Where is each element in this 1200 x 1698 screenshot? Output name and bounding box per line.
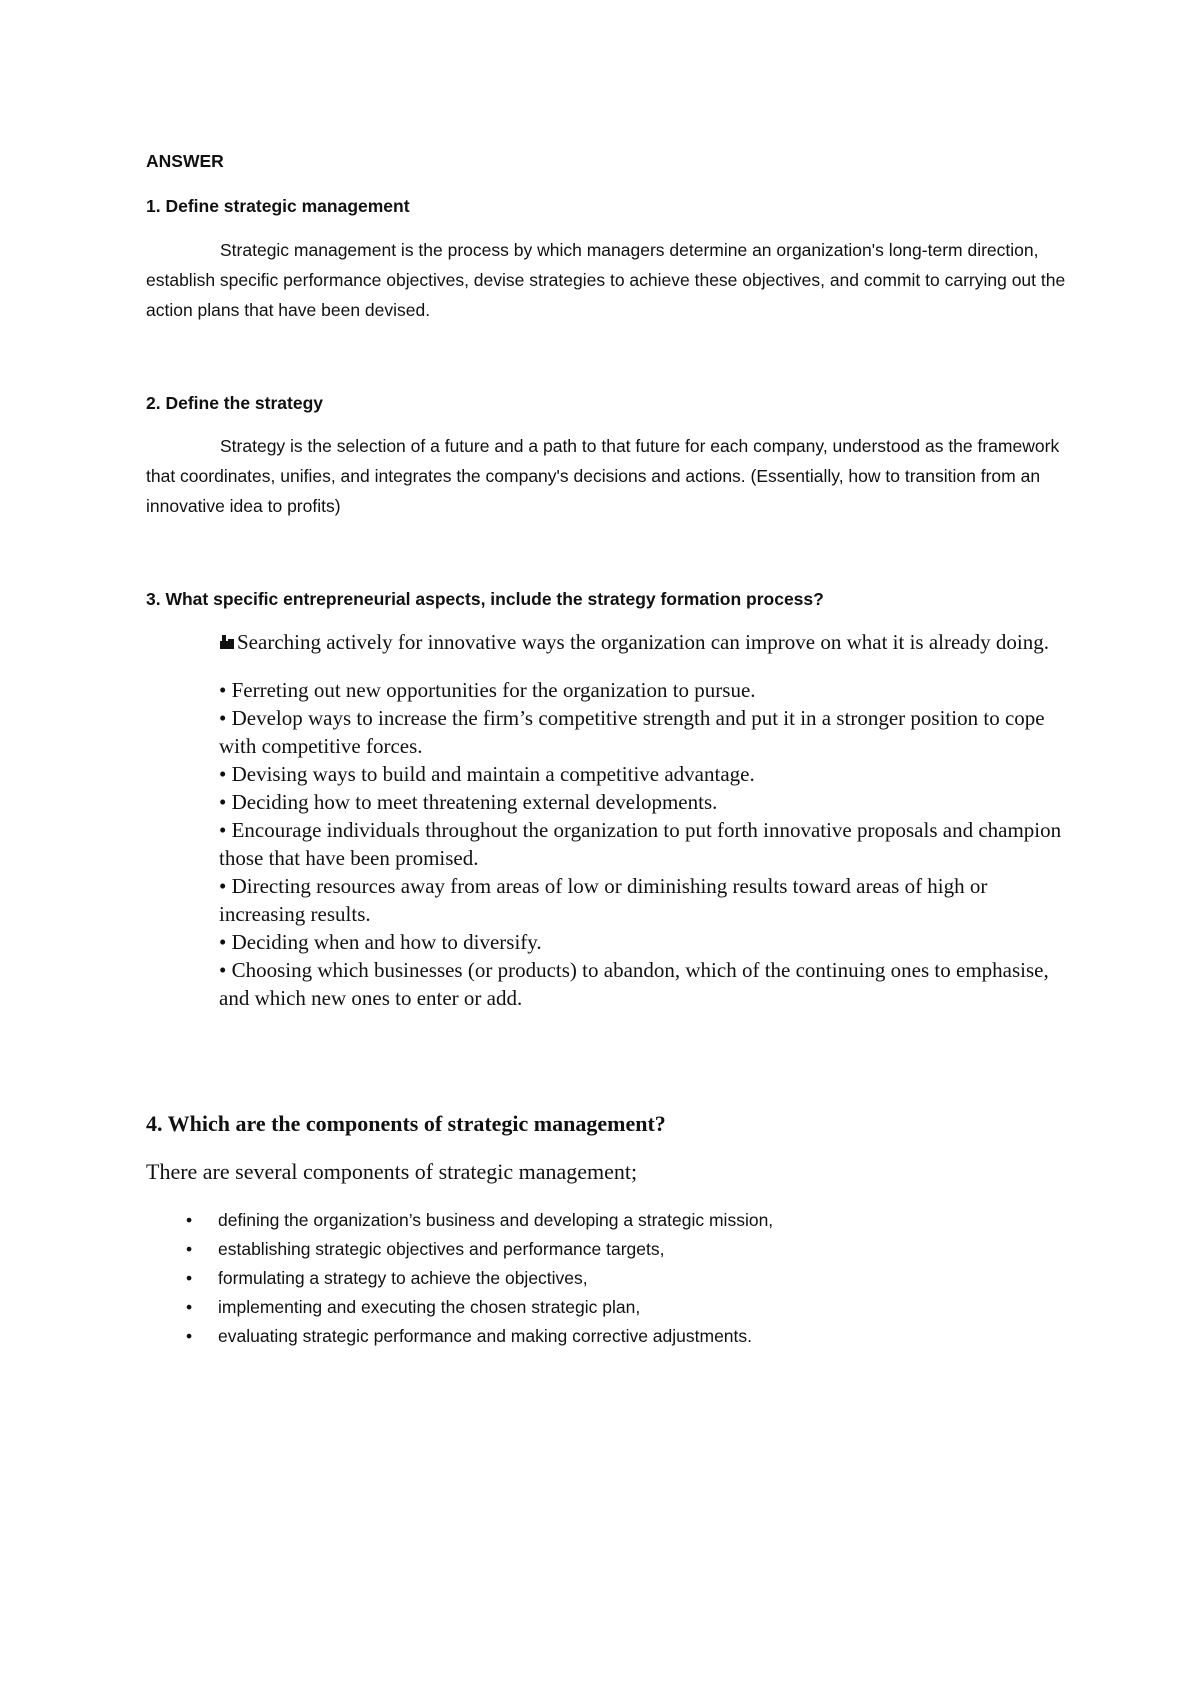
bullet-glyph: • [219,790,227,814]
list-item-text: Choosing which businesses (or products) to abandon, which of the continuing ones to emphasise, and which new ones to enter or add. [219,958,1049,1010]
question-2-answer [146,431,1066,521]
list-item-text: Encourage individuals throughout the organization to put forth innovative proposals and champion those that have been promised. [219,818,1062,870]
list-item-text: defining the organization’s business and developing a strategic mission, [218,1210,774,1230]
list-item [146,1322,1066,1351]
bullet-glyph: • [186,1268,193,1288]
list-item [219,956,1069,1012]
list-item [146,1264,1066,1293]
question-1-answer-text: Strategic management is the process by which managers determine an organization's long-term direction, establish specific performance objectives, devise strategies to achieve these objectives, and commit to carrying out the action plans that have been devised. [146,240,1066,320]
list-item [219,628,1069,658]
list-item-text: Devising ways to build and maintain a competitive advantage. [231,762,755,786]
bullet-glyph: • [186,1210,193,1230]
list-item [146,1206,1066,1235]
list-item-text: Searching actively for innovative ways the organization can improve on what it is already doing. [237,630,1049,654]
list-item [219,816,1069,872]
question-2-answer-text: Strategy is the selection of a future and a path to that future for each company, understood as the framework that coordinates, unifies, and integrates the company's decisions and actions. (Essentially, how to transition from an innovative idea to profits) [146,436,1060,516]
question-1-answer [146,235,1066,325]
list-item-text: Directing resources away from areas of low or diminishing results toward areas of high or increasing results. [219,874,988,926]
question-4-intro: There are several components of strategic management; [146,1159,638,1184]
question-4-title: 4. Which are the components of strategic management? [146,1111,666,1136]
list-item-text: Ferreting out new opportunities for the organization to pursue. [231,678,756,702]
bullet-glyph: • [186,1239,193,1259]
bullet-glyph: • [186,1326,193,1346]
bullet-glyph: • [186,1297,193,1317]
question-3-title: 3. What specific entrepreneurial aspects, include the strategy formation process? [146,589,824,609]
list-item [146,1293,1066,1322]
list-item-text: implementing and executing the chosen strategic plan, [218,1297,641,1317]
list-item [219,676,1069,704]
list-item [219,928,1069,956]
bullet-glyph: • [219,930,227,954]
bullet-glyph: • [219,958,227,982]
question-1-title: 1. Define strategic management [146,196,410,216]
list-item [219,872,1069,928]
bullet-glyph: • [219,706,227,730]
bullet-glyph: • [219,678,227,702]
list-item-text: Deciding when and how to diversify. [231,930,542,954]
list-item-text: Develop ways to increase the firm’s competitive strength and put it in a stronger position to cope with competitive forces. [219,706,1045,758]
question-2-title: 2. Define the strategy [146,393,323,413]
question-4-list [146,1206,1066,1351]
question-3-list [219,628,1069,1012]
list-item [219,760,1069,788]
list-item [219,704,1069,760]
bullet-glyph: • [219,874,227,898]
list-item-text: evaluating strategic performance and making corrective adjustments. [218,1326,753,1346]
list-item [219,788,1069,816]
list-item [146,1235,1066,1264]
hand-pointer-icon [219,630,237,658]
bullet-glyph: • [219,762,227,786]
list-item-text: formulating a strategy to achieve the objectives, [218,1268,588,1288]
answer-heading: ANSWER [146,151,224,171]
list-item-text: Deciding how to meet threatening external developments. [231,790,718,814]
list-item-text: establishing strategic objectives and performance targets, [218,1239,665,1259]
bullet-glyph: • [219,818,227,842]
